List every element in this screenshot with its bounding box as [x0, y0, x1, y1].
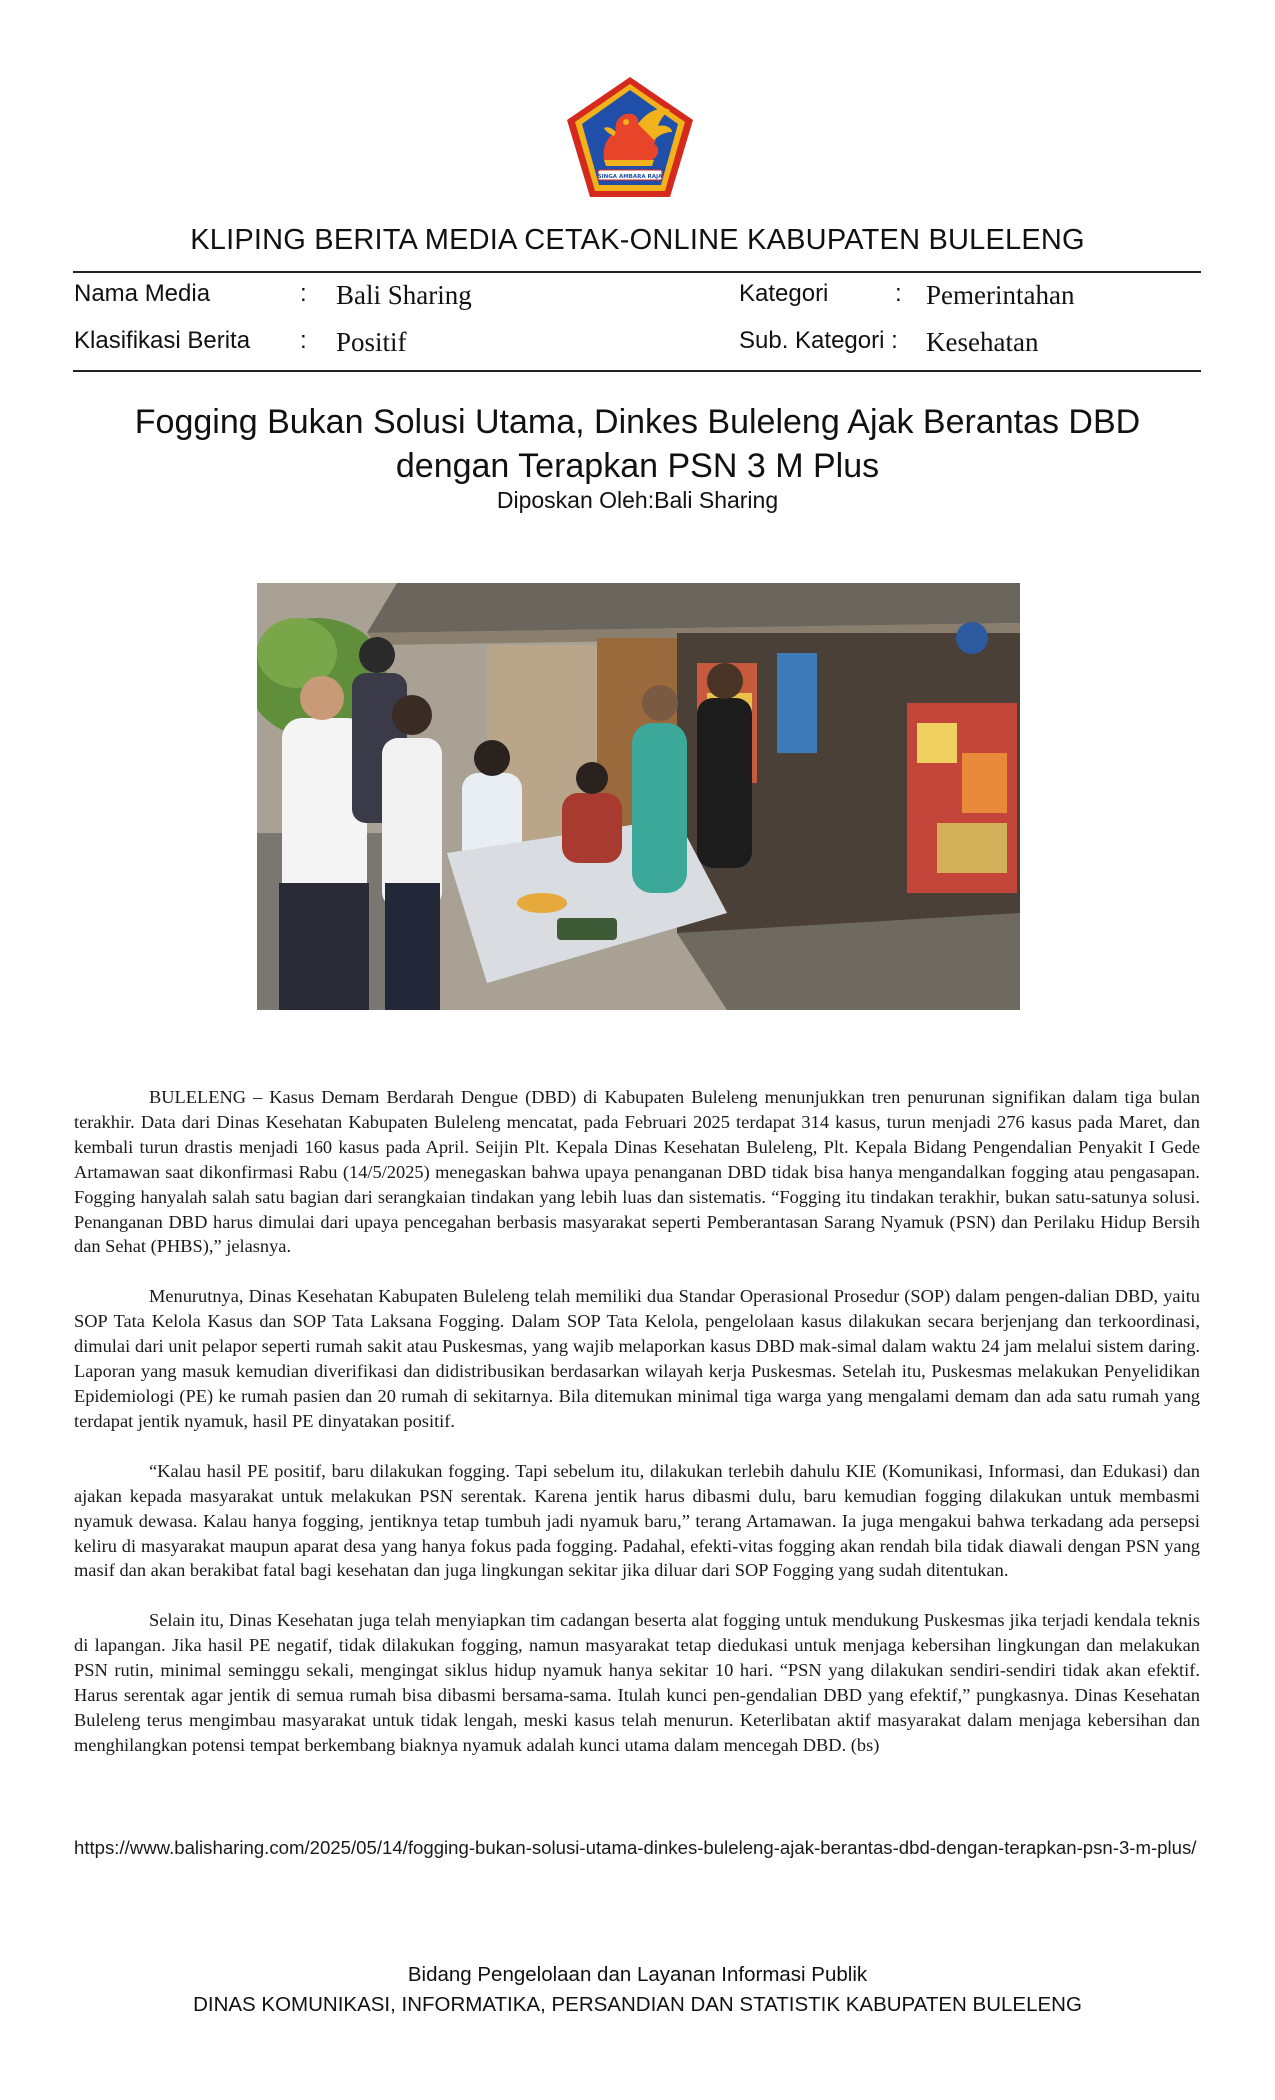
category-colon: :: [895, 280, 902, 307]
document-header-title: KLIPING BERITA MEDIA CETAK-ONLINE KABUPATEN BULELENG: [190, 224, 1085, 256]
article-photo: [257, 583, 1020, 1010]
article-title: [60, 400, 1215, 488]
news-classification-label: Klasifikasi Berita: [74, 327, 251, 354]
source-url: https://www.balisharing.com/2025/05/14/fogging-bukan-solusi-utama-dinkes-buleleng-ajak-berantas-dbd-dengan-terapkan-psn-3-m-plus/: [74, 1837, 1197, 1858]
subcategory-label: Sub. Kategori :: [739, 327, 898, 354]
media-name-value: Bali Sharing: [336, 280, 472, 310]
article-title-line-2: dengan Terapkan PSN 3 M Plus: [395, 447, 880, 485]
news-classification-value: Positif: [336, 327, 407, 357]
header-bottom-rule: [73, 370, 1201, 372]
buleleng-regency-logo: [564, 74, 696, 200]
posted-by: Diposkan Oleh:Bali Sharing: [496, 487, 779, 513]
media-name-colon: :: [300, 280, 307, 307]
category-label: Kategori: [739, 280, 829, 307]
article-paragraph-3: “Kalau hasil PE positif, baru dilakukan fogging. Tapi sebelum itu, dilakukan terlebih dahulu KIE (Komunikasi, Informasi, dan Edukasi) dan ajakan kepada masyarakat untuk melakukan PSN serentak. Karena jentik harus dibasmi dulu, baru kemudian fogging dilakukan untuk membasmi nyamuk dewasa. Kalau hanya fogging, jentiknya tetap tumbuh jadi nyamuk baru,” terang Artamawan. Ia juga mengakui bahwa terkadang ada persepsi keliru di masyarakat maupun aparat desa yang hanya fokus pada fogging. Padahal, efekti-vitas fogging akan rendah bila tidak diawali dengan PSN yang masif dan akan berakibat fatal bagi kesehatan dan juga lingkungan sekitar jika diluar dari SOP Fogging yang sudah ditentukan.: [74, 1460, 1200, 1581]
article-body: [74, 1085, 1200, 1783]
category-value: Pemerintahan: [926, 280, 1075, 310]
article-paragraph-1: BULELENG – Kasus Demam Berdarah Dengue (DBD) di Kabupaten Buleleng menunjukkan tren penurunan signifikan dalam tiga bulan terakhir. Data dari Dinas Kesehatan Kabupaten Buleleng mencatat, pada Februari 2025 terdapat 314 kasus, turun menjadi 276 kasus pada Maret, dan kembali turun drastis menjadi 160 kasus pada April. Seijin Plt. Kepala Dinas Kesehatan Buleleng, Plt. Kepala Bidang Pengendalian Penyakit I Gede Artamawan saat dikonfirmasi Rabu (14/5/2025) menegaskan bahwa upaya penanganan DBD tidak bisa hanya mengandalkan fogging atau pengasapan. Fogging hanyalah salah satu bagian dari serangkaian tindakan yang lebih luas dan sistematis. “Fogging itu tindakan terakhir, bukan satu-satunya solusi. Penanganan DBD harus dimulai dari upaya pencegahan berbasis masyarakat seperti Pemberantasan Sarang Nyamuk (PSN) dan Perilaku Hidup Bersih dan Sehat (PHBS),” jelasnya.: [74, 1087, 1200, 1257]
news-classification-colon: :: [300, 327, 307, 354]
article-paragraph-4: Selain itu, Dinas Kesehatan juga telah menyiapkan tim cadangan beserta alat fogging untuk mendukung Puskesmas jika terjadi kendala teknis di lapangan. Jika hasil PE negatif, tidak dilakukan fogging, namun masyarakat tetap diedukasi untuk menjaga kebersihan lingkungan dan melakukan PSN rutin, minimal seminggu sekali, mengingat siklus hidup nyamuk hanya sekitar 10 hari. “PSN yang dilakukan sendiri-sendiri tidak akan efektif. Harus serentak agar jentik di semua rumah bisa dibasmi bersama-sama. Itulah kunci pen-gendalian DBD yang efektif,” pungkasnya. Dinas Kesehatan Buleleng terus mengimbau masyarakat untuk tidak lengah, meski kasus telah menurun. Keterlibatan aktif masyarakat dalam menjaga kebersihan dan menghilangkan potensi tempat berkembang biaknya nyamuk adalah kunci utama dalam mencegah DBD. (bs): [74, 1610, 1200, 1755]
footer-agency: DINAS KOMUNIKASI, INFORMATIKA, PERSANDIAN DAN STATISTIK KABUPATEN BULELENG: [193, 1993, 1082, 2016]
media-name-label: Nama Media: [74, 280, 211, 307]
footer-division: Bidang Pengelolaan dan Layanan Informasi Publik: [407, 1963, 868, 1986]
logo-motto: SINGA AMBARA RAJA: [597, 174, 663, 180]
subcategory-value: Kesehatan: [926, 327, 1039, 357]
article-paragraph-2: Menurutnya, Dinas Kesehatan Kabupaten Buleleng telah memiliki dua Standar Operasional Prosedur (SOP) dalam pengen-dalian DBD, yaitu SOP Tata Kelola Kasus dan SOP Tata Laksana Fogging. Dalam SOP Tata Kelola, pengelolaan kasus dilakukan secara berjenjang dan terkoordinasi, dimulai dari unit pelapor seperti rumah sakit atau Puskesmas, yang wajib melaporkan kasus DBD mak-simal dalam waktu 24 jam melalui sistem daring. Laporan yang masuk kemudian diverifikasi dan didistribusikan berdasarkan wilayah kerja Puskesmas. Setelah itu, Puskesmas melakukan Penyelidikan Epidemiologi (PE) ke rumah pasien dan 20 rumah di sekitarnya. Bila ditemukan minimal tiga warga yang mengalami demam dan ada satu rumah yang terdapat jentik nyamuk, hasil PE dinyatakan positif.: [74, 1286, 1200, 1431]
article-title-line-1: Fogging Bukan Solusi Utama, Dinkes Buleleng Ajak Berantas DBD: [134, 403, 1141, 441]
header-top-rule: [73, 271, 1201, 273]
